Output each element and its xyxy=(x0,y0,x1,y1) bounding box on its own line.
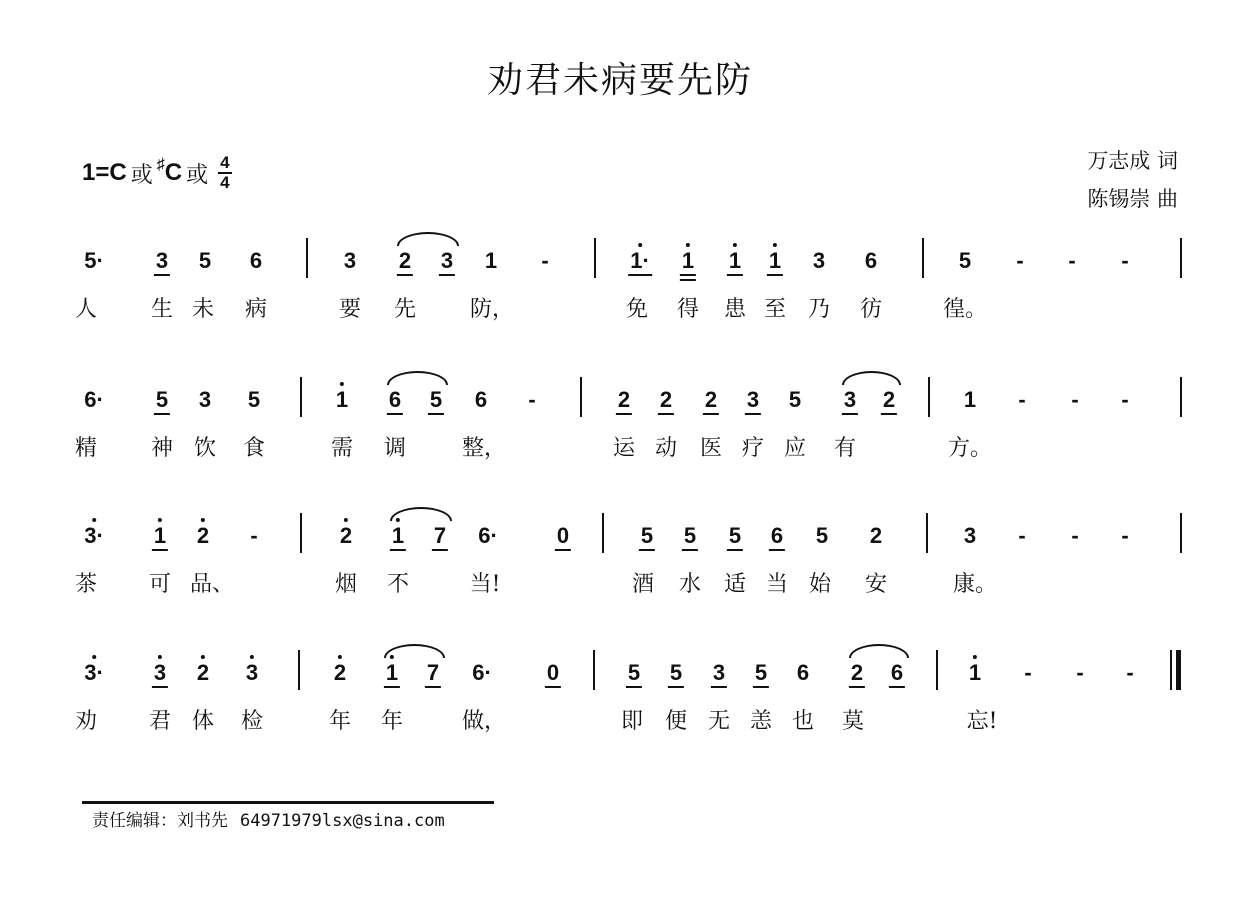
note: 3 xyxy=(155,248,169,273)
note: 3 xyxy=(812,248,826,273)
lyric-char: 食 xyxy=(242,436,266,461)
note: 1 xyxy=(391,523,405,548)
note: 6· xyxy=(472,660,492,685)
note: 5 xyxy=(788,387,802,412)
footer-divider xyxy=(82,801,494,804)
note: 5 xyxy=(683,523,697,548)
lyric-char: 始 xyxy=(808,572,832,597)
note: 2 xyxy=(882,387,896,412)
lyric-char: 人 xyxy=(74,297,98,322)
lyric-char: 需 xyxy=(330,436,354,461)
note: 2 xyxy=(850,660,864,685)
note: - xyxy=(1121,523,1129,548)
lyric-char: 水 xyxy=(678,572,702,597)
lyric-char: 方。 xyxy=(947,436,993,461)
note: 1 xyxy=(768,248,782,273)
note: 5 xyxy=(640,523,654,548)
note: 3 xyxy=(153,660,167,685)
note: 5 xyxy=(815,523,829,548)
note: - xyxy=(1016,248,1024,273)
note: 6 xyxy=(864,248,878,273)
note: - xyxy=(1071,523,1079,548)
note: 7 xyxy=(433,523,447,548)
key-c1: C xyxy=(109,159,127,186)
lyric-char: 君 xyxy=(148,709,172,734)
note: 6· xyxy=(478,523,498,548)
lyric-char: 品、 xyxy=(189,572,235,597)
note: 5 xyxy=(627,660,641,685)
lyric-char: 不 xyxy=(386,572,410,597)
note: 3 xyxy=(343,248,357,273)
lyric-char: 未 xyxy=(191,297,215,322)
note: 2 xyxy=(869,523,883,548)
lyric-char: 病 xyxy=(244,297,268,322)
time-signature-numerator: 4 xyxy=(220,153,230,172)
lyric-char: 劝 xyxy=(74,709,98,734)
lyric-char: 精 xyxy=(74,436,98,461)
note: 1 xyxy=(963,387,977,412)
editor-email: 64971979lsx@sina.com xyxy=(240,811,445,831)
note: 6 xyxy=(388,387,402,412)
note: - xyxy=(1018,523,1026,548)
note: 2 xyxy=(196,660,210,685)
lyric-char: 体 xyxy=(191,709,215,734)
note: 1 xyxy=(681,248,695,273)
note: 3· xyxy=(84,660,104,685)
note: 1 xyxy=(153,523,167,548)
lyric-char: 调 xyxy=(383,436,407,461)
lyric-char: 便 xyxy=(664,709,688,734)
lyric-char: 生 xyxy=(150,297,174,322)
note: 5 xyxy=(728,523,742,548)
note: 1 xyxy=(335,387,349,412)
lyric-char: 也 xyxy=(791,709,815,734)
note: - xyxy=(1121,387,1129,412)
lyric-char: 徨。 xyxy=(942,297,988,322)
note: 3 xyxy=(712,660,726,685)
key-one: 1 xyxy=(82,159,96,186)
lyric-char: 检 xyxy=(240,709,264,734)
note: - xyxy=(1071,387,1079,412)
note: - xyxy=(1076,660,1084,685)
lyric-char: 康。 xyxy=(952,572,998,597)
lyric-char: 烟 xyxy=(334,572,358,597)
note: - xyxy=(1068,248,1076,273)
lyric-char: 无 xyxy=(707,709,731,734)
note: 0 xyxy=(546,660,560,685)
lyric-char: 要 xyxy=(338,297,362,322)
key-equals: = xyxy=(95,159,110,186)
note: 3 xyxy=(963,523,977,548)
lyric-char: 至 xyxy=(763,297,787,322)
lyric-char: 免 xyxy=(625,297,649,322)
note: 2 xyxy=(398,248,412,273)
footer xyxy=(92,806,445,831)
note: 1 xyxy=(385,660,399,685)
key-or-1: 或 xyxy=(130,162,153,188)
lyric-char: 年 xyxy=(328,709,352,734)
sharp-icon: ♯ xyxy=(156,156,165,173)
note: 5 xyxy=(429,387,443,412)
lyric-char: 当! xyxy=(469,572,501,597)
note: 1 xyxy=(968,660,982,685)
lyric-char: 乃 xyxy=(807,297,831,322)
note: 3 xyxy=(198,387,212,412)
note: 2 xyxy=(333,660,347,685)
lyric-char: 即 xyxy=(620,709,644,734)
lyric-char: 先 xyxy=(393,297,417,322)
note: 5 xyxy=(247,387,261,412)
lyric-char: 防， xyxy=(469,297,515,322)
note: 3 xyxy=(440,248,454,273)
lyric-char: 有 xyxy=(833,436,857,461)
note: 6 xyxy=(474,387,488,412)
note: 2 xyxy=(659,387,673,412)
key-c2: C xyxy=(164,159,183,186)
lyric-char: 应 xyxy=(783,436,807,461)
note: 5 xyxy=(669,660,683,685)
note: - xyxy=(250,523,258,548)
editor-credit: 责任编辑：刘书先 xyxy=(92,811,228,831)
note: 5 xyxy=(754,660,768,685)
note: 2 xyxy=(339,523,353,548)
lyric-char: 彷 xyxy=(859,297,883,322)
note: 6 xyxy=(796,660,810,685)
lyric-char: 当 xyxy=(765,572,789,597)
note: 1 xyxy=(484,248,498,273)
note: 6 xyxy=(249,248,263,273)
note: 3 xyxy=(843,387,857,412)
lyric-char: 年 xyxy=(380,709,404,734)
note: - xyxy=(1018,387,1026,412)
lyric-char: 安 xyxy=(864,572,888,597)
note: 6· xyxy=(84,387,104,412)
lyric-char: 做， xyxy=(461,709,507,734)
lyric-char: 整， xyxy=(461,436,507,461)
note: 6 xyxy=(770,523,784,548)
lyricist-credit: 万志成 词 xyxy=(1087,149,1178,173)
note: 2 xyxy=(196,523,210,548)
composer-credit: 陈锡崇 曲 xyxy=(1087,187,1178,211)
lyric-char: 莫 xyxy=(841,709,865,734)
note: 3 xyxy=(746,387,760,412)
lyric-char: 疗 xyxy=(741,436,765,461)
lyric-char: 神 xyxy=(150,436,174,461)
lyric-char: 运 xyxy=(612,436,636,461)
lyric-char: 恙 xyxy=(749,709,773,734)
note: 5 xyxy=(958,248,972,273)
note: 7 xyxy=(426,660,440,685)
note: 5 xyxy=(155,387,169,412)
lyric-char: 可 xyxy=(148,572,172,597)
time-signature-denominator: 4 xyxy=(220,173,230,192)
note: 2 xyxy=(704,387,718,412)
note: 0 xyxy=(556,523,570,548)
note: - xyxy=(528,387,536,412)
note: - xyxy=(1126,660,1134,685)
note: - xyxy=(1024,660,1032,685)
note: - xyxy=(1121,248,1129,273)
lyric-char: 医 xyxy=(699,436,723,461)
note: 3· xyxy=(84,523,104,548)
lyric-char: 饮 xyxy=(193,436,217,461)
note: 5· xyxy=(84,248,104,273)
note: 2 xyxy=(617,387,631,412)
note: 5 xyxy=(198,248,212,273)
lyric-char: 酒 xyxy=(631,572,655,597)
lyric-char: 患 xyxy=(723,297,747,322)
note: 1· xyxy=(630,248,650,273)
lyric-char: 茶 xyxy=(74,572,98,597)
note: - xyxy=(541,248,549,273)
lyric-char: 忘! xyxy=(966,709,998,734)
song-title: 劝君未病要先防 xyxy=(486,60,753,101)
lyric-char: 适 xyxy=(723,572,747,597)
lyric-char: 动 xyxy=(654,436,678,461)
lyric-char: 得 xyxy=(676,297,700,322)
note: 6 xyxy=(890,660,904,685)
note: 1 xyxy=(728,248,742,273)
note: 3 xyxy=(245,660,259,685)
key-or-2: 或 xyxy=(186,162,209,188)
